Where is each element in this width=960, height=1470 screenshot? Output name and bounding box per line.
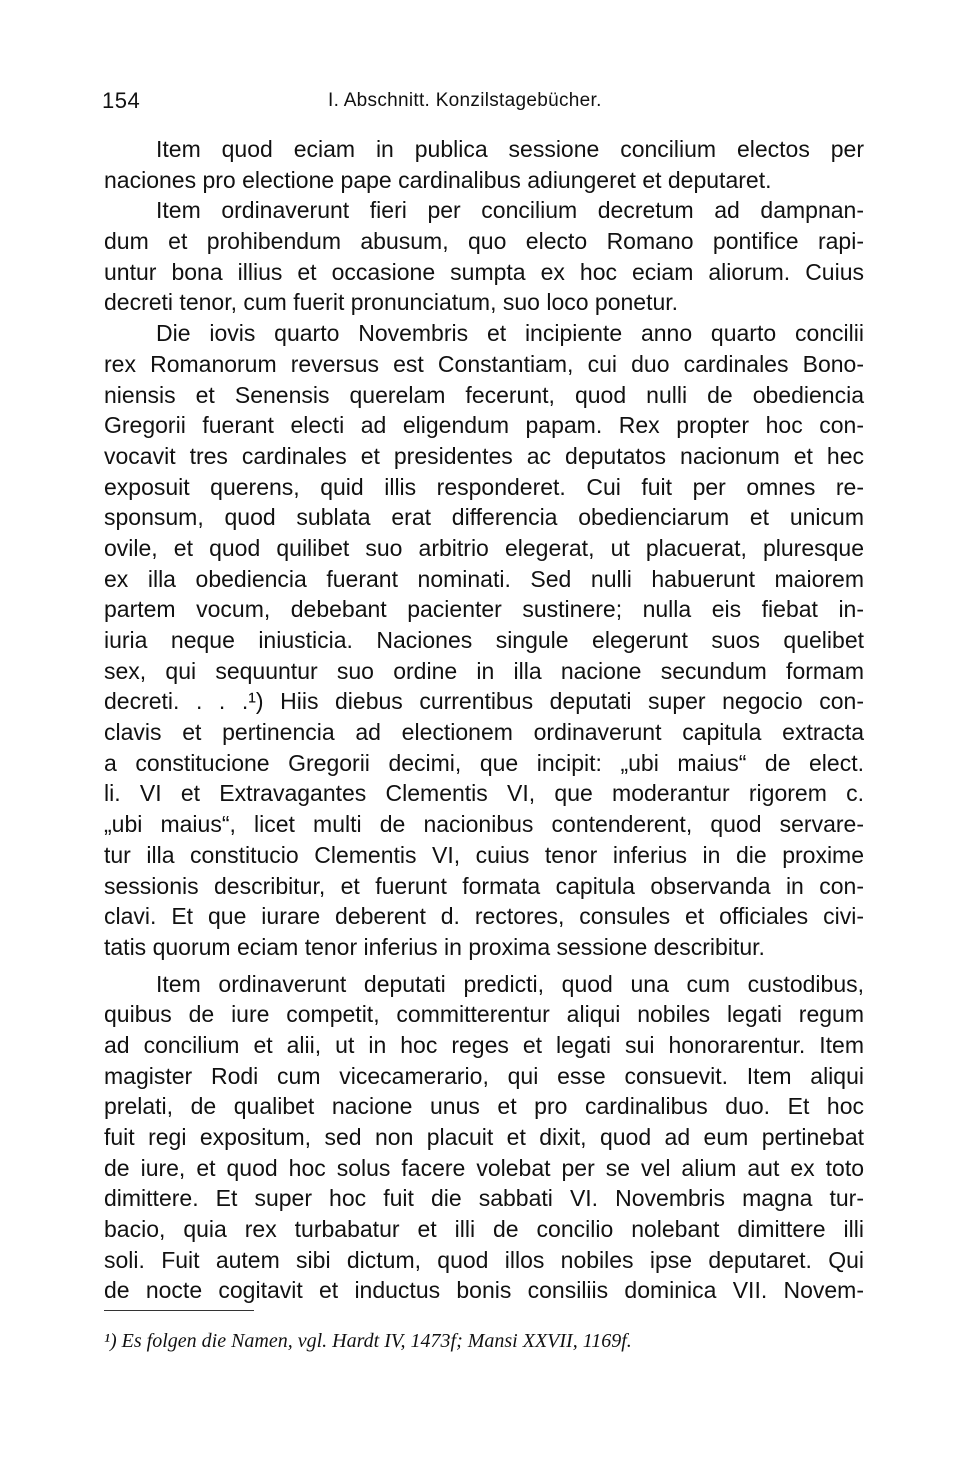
text-line: soli. Fuit autem sibi dictum, quod illos nobiles ipse deputaret. Qui <box>104 1246 864 1273</box>
text-line: partem vocum, debebant pacienter sustinere; nulla eis fiebat in- <box>104 596 864 623</box>
text-line: iuria neque iniusticia. Naciones singule elegerunt suos quelibet <box>104 627 864 653</box>
paragraph-3 <box>104 318 864 962</box>
text-line: prelati, de qualibet nacione unus et pro cardinalibus duo. Et hoc <box>104 1093 864 1120</box>
text-line: sessionis describitur, et fuerunt formata capitula observanda in con- <box>104 872 864 899</box>
text-line: „ubi maius“, licet multi de nacionibus contenderent, quod servare- <box>104 811 864 838</box>
text-line: sponsum, quod sublata erat differencia obedienciarum et unicum <box>104 504 864 531</box>
text-line: ad concilium et alii, ut in hoc reges et legati sui honorarentur. Item <box>104 1031 864 1058</box>
text-line: tatis quorum eciam tenor inferius in proxima sessione describitur. <box>104 933 765 960</box>
text-line: Item ordinaverunt deputati predicti, quod una cum custodibus, <box>156 970 864 997</box>
text-line: rex Romanorum reversus est Constantiam, cui duo cardinales Bono- <box>104 350 864 377</box>
page-number: 154 <box>102 88 141 113</box>
text-line: Item ordinaverunt fieri per concilium decretum ad dampnan- <box>156 197 864 224</box>
text-line: de nocte cogitavit et inductus bonis consiliis dominica VII. Novem- <box>104 1277 864 1304</box>
text-line: ovile, et quod quilibet suo arbitrio elegerat, ut placuerat, pluresque <box>104 534 864 561</box>
paragraph-2 <box>104 195 864 318</box>
footnote-rule <box>104 1310 254 1311</box>
text-line: Die iovis quarto Novembris et incipiente anno quarto concilii <box>156 320 864 347</box>
page-header <box>102 84 862 118</box>
text-line: vocavit tres cardinales et presidentes ac deputatos nacionum et hec <box>104 442 864 469</box>
text-line: quibus de iure competit, committerentur aliqui nobiles legati regum <box>104 1001 864 1028</box>
text-line: dum et prohibendum abusum, quo electo Romano pontifice rapi- <box>104 228 864 255</box>
text-line: ex illa obediencia fuerant nominati. Sed nulli habuerunt maiorem <box>104 565 864 592</box>
text-line: li. VI et Extravagantes Clementis VI, que moderantur rigorem c. <box>104 780 864 807</box>
text-line: magister Rodi cum vicecamerario, qui esse consuevit. Item aliqui <box>104 1062 864 1089</box>
text-line: clavi. Et que iurare deberent d. rectores, consules et officiales civi- <box>104 903 864 930</box>
text-line: naciones pro electione pape cardinalibus adiungeret et deputaret. <box>104 166 772 193</box>
footnote: ¹) Es folgen die Namen, vgl. Hardt IV, 1473f; Mansi XXVII, 1169f. <box>104 1330 632 1352</box>
text-line: clavis et pertinencia ad electionem ordinaverunt capitula extracta <box>104 719 864 746</box>
text-line: exposuit querens, quid illis responderet. Cui fuit per omnes re- <box>104 473 864 500</box>
paragraph-4 <box>104 969 864 1307</box>
text-line: fuit regi expositum, sed non placuit et dixit, quod ad eum pertinebat <box>104 1124 864 1150</box>
text-line: Item quod eciam in publica sessione concilium electos per <box>156 136 864 162</box>
paragraph-1 <box>104 134 864 195</box>
text-line: de iure, et quod hoc solus facere volebat per se vel alium aut ex toto <box>104 1154 864 1181</box>
text-line: niensis et Senensis querelam fecerunt, quod nulli de obediencia <box>104 381 864 408</box>
text-line: bacio, quia rex turbabatur et illi de concilio nolebant dimittere illi <box>104 1216 864 1243</box>
text-line: a constitucione Gregorii decimi, que incipit: „ubi maius“ de elect. <box>104 749 864 776</box>
body-text <box>104 134 864 1306</box>
text-line: Gregorii fuerant electi ad eligendum papam. Rex propter hoc con- <box>104 412 864 439</box>
text-line: decreti. . . .¹) Hiis diebus currentibus deputati super negocio con- <box>104 688 864 715</box>
text-line: untur bona illius et occasione sumpta ex hoc eciam aliorum. Cuius <box>104 258 864 285</box>
text-line: tur illa constitucio Clementis VI, cuius tenor inferius in die proxime <box>104 841 864 868</box>
running-head: I. Abschnitt. Konzilstagebücher. <box>328 90 602 111</box>
text-line: decreti tenor, cum fuerit pronunciatum, suo loco ponetur. <box>104 289 679 316</box>
text-line: sex, qui sequuntur suo ordine in illa nacione secundum formam <box>104 657 864 684</box>
text-line: dimittere. Et super hoc fuit die sabbati VI. Novembris magna tur- <box>104 1185 864 1212</box>
